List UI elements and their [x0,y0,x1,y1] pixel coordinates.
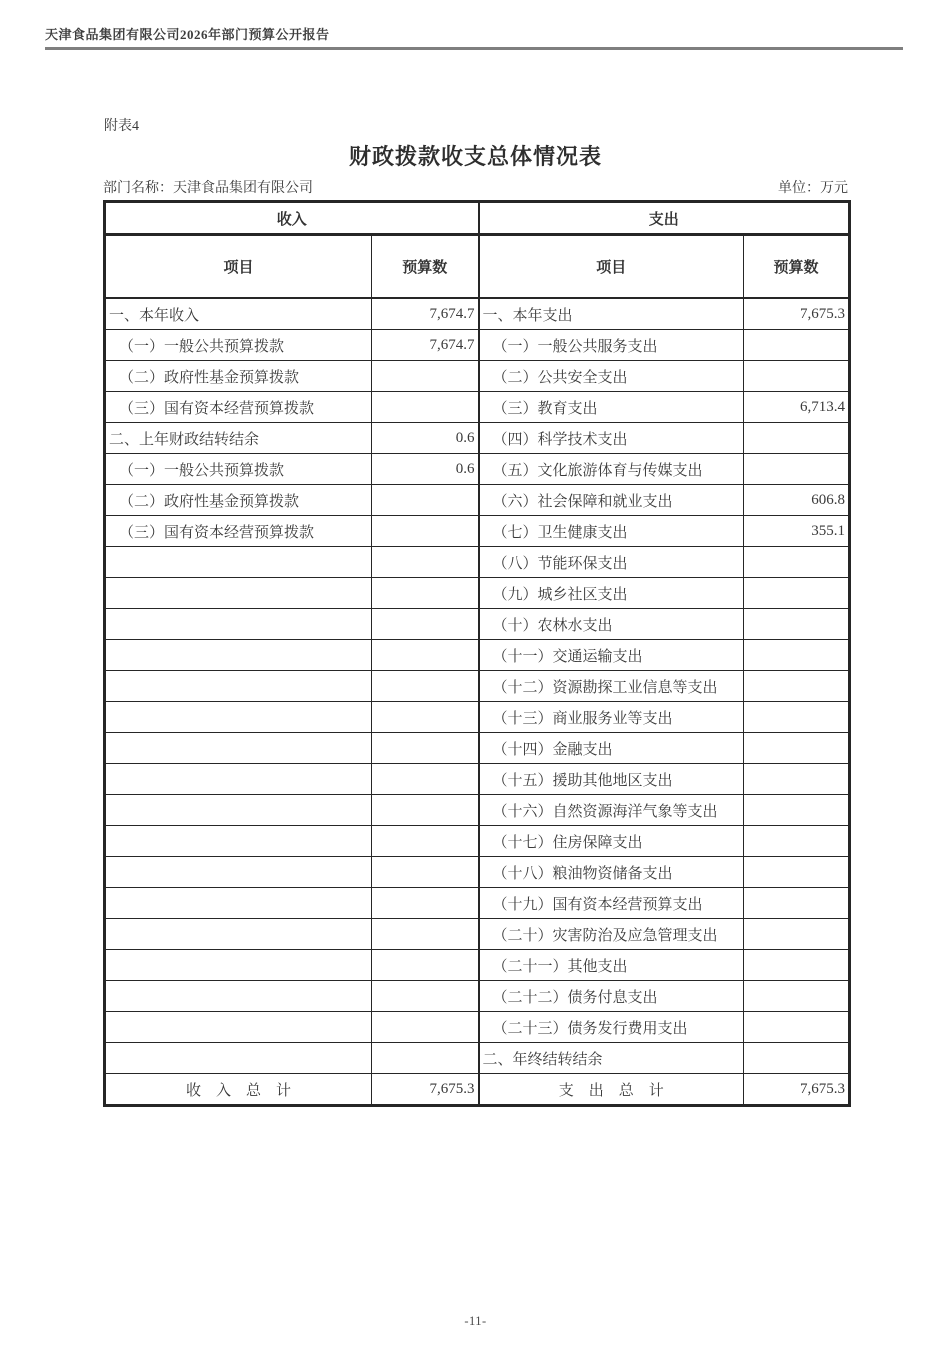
table-row [105,330,850,361]
income-value-cell [372,640,479,671]
expense-value-cell [744,609,850,640]
expense-item-cell: （十）农林水支出 [479,609,744,640]
attachment-label: 附表4 [104,119,139,134]
table-row [105,516,850,547]
income-section-header: 收入 [105,202,479,235]
income-value-cell [372,795,479,826]
income-budget-header: 预算数 [372,235,479,299]
income-value-cell [372,609,479,640]
income-total-label: 收 入 总 计 [105,1074,372,1106]
expense-value-cell [744,981,850,1012]
expense-section-header: 支出 [479,202,850,235]
expense-item-header: 项目 [479,235,744,299]
income-item-cell [105,578,372,609]
income-item-cell [105,826,372,857]
income-value-cell [372,888,479,919]
budget-table [103,200,851,1107]
income-item-cell [105,857,372,888]
income-item-cell: 二、上年财政结转结余 [105,423,372,454]
expense-item-cell: （二）公共安全支出 [479,361,744,392]
expense-value-cell [744,330,850,361]
expense-value-cell [744,857,850,888]
table-row [105,392,850,423]
table-body [105,298,850,1074]
department-name: 部门名称：天津食品集团有限公司 [103,181,313,196]
expense-value-cell [744,454,850,485]
expense-item-cell: （十二）资源勘探工业信息等支出 [479,671,744,702]
expense-item-cell: （二十二）债务付息支出 [479,981,744,1012]
table-row [105,764,850,795]
expense-item-cell: （三）教育支出 [479,392,744,423]
income-item-cell: （一）一般公共预算拨款 [105,330,372,361]
table-row [105,485,850,516]
total-row [105,1074,850,1106]
expense-item-cell: （二十三）债务发行费用支出 [479,1012,744,1043]
income-value-cell [372,1012,479,1043]
table-row [105,423,850,454]
expense-value-cell: 606.8 [744,485,850,516]
table-row [105,454,850,485]
income-item-cell [105,888,372,919]
expense-item-cell: 一、本年支出 [479,298,744,330]
expense-item-cell: （十八）粮油物资储备支出 [479,857,744,888]
table-row [105,950,850,981]
table-row [105,826,850,857]
table-row [105,1012,850,1043]
expense-value-cell: 6,713.4 [744,392,850,423]
table-row [105,733,850,764]
income-item-cell [105,950,372,981]
income-item-cell [105,919,372,950]
table-row [105,795,850,826]
table-row [105,361,850,392]
income-item-cell [105,640,372,671]
income-item-cell [105,671,372,702]
table-row [105,981,850,1012]
expense-item-cell: （一）一般公共服务支出 [479,330,744,361]
income-item-cell [105,764,372,795]
expense-value-cell [744,578,850,609]
income-value-cell [372,764,479,795]
expense-value-cell [744,640,850,671]
income-value-cell [372,981,479,1012]
expense-item-cell: 二、年终结转结余 [479,1043,744,1074]
income-value-cell [372,702,479,733]
table-row [105,671,850,702]
expense-item-cell: （十一）交通运输支出 [479,640,744,671]
expense-item-cell: （二十）灾害防治及应急管理支出 [479,919,744,950]
income-item-cell: （一）一般公共预算拨款 [105,454,372,485]
income-item-cell: （二）政府性基金预算拨款 [105,485,372,516]
income-item-cell [105,702,372,733]
income-item-cell [105,609,372,640]
table-row [105,1043,850,1074]
table-row [105,888,850,919]
column-header-row [105,235,850,299]
income-item-cell [105,1012,372,1043]
expense-value-cell [744,702,850,733]
table-row [105,609,850,640]
income-item-cell [105,547,372,578]
expense-item-cell: （十四）金融支出 [479,733,744,764]
expense-value-cell [744,919,850,950]
income-value-cell [372,392,479,423]
income-value-cell [372,919,479,950]
income-item-header: 项目 [105,235,372,299]
table-row [105,702,850,733]
expense-total-label: 支 出 总 计 [479,1074,744,1106]
expense-value-cell [744,826,850,857]
income-value-cell [372,578,479,609]
income-value-cell [372,1043,479,1074]
income-value-cell: 0.6 [372,423,479,454]
table-row [105,640,850,671]
expense-value-cell [744,423,850,454]
income-item-cell: （三）国有资本经营预算拨款 [105,392,372,423]
income-item-cell: 一、本年收入 [105,298,372,330]
expense-value-cell [744,795,850,826]
income-value-cell [372,950,479,981]
section-header-row [105,202,850,235]
income-value-cell [372,485,479,516]
income-value-cell [372,361,479,392]
header-rule [45,47,903,50]
table-title: 财政拨款收支总体情况表 [348,144,602,169]
table-row [105,547,850,578]
expense-value-cell [744,1012,850,1043]
expense-value-cell [744,547,850,578]
expense-total-value: 7,675.3 [744,1074,850,1106]
expense-value-cell [744,671,850,702]
meta-row [103,177,848,197]
income-item-cell [105,981,372,1012]
income-value-cell [372,547,479,578]
unit-note: 单位：万元 [778,181,848,196]
expense-item-cell: （十三）商业服务业等支出 [479,702,744,733]
table-row [105,298,850,330]
income-value-cell [372,733,479,764]
income-item-cell [105,1043,372,1074]
income-value-cell: 0.6 [372,454,479,485]
expense-value-cell [744,1043,850,1074]
income-item-cell: （二）政府性基金预算拨款 [105,361,372,392]
expense-item-cell: （九）城乡社区支出 [479,578,744,609]
income-value-cell [372,826,479,857]
expense-item-cell: （十六）自然资源海洋气象等支出 [479,795,744,826]
income-value-cell [372,857,479,888]
income-value-cell [372,671,479,702]
income-item-cell: （三）国有资本经营预算拨款 [105,516,372,547]
expense-item-cell: （七）卫生健康支出 [479,516,744,547]
income-value-cell: 7,674.7 [372,330,479,361]
income-total-value: 7,675.3 [372,1074,479,1106]
page-number: -11- [464,1314,487,1328]
expense-item-cell: （五）文化旅游体育与传媒支出 [479,454,744,485]
expense-value-cell [744,888,850,919]
income-value-cell: 7,674.7 [372,298,479,330]
income-item-cell [105,795,372,826]
expense-budget-header: 预算数 [744,235,850,299]
expense-value-cell: 355.1 [744,516,850,547]
income-item-cell [105,733,372,764]
table-row [105,919,850,950]
report-header-title: 天津食品集团有限公司2026年部门预算公开报告 [45,27,330,42]
expense-value-cell [744,764,850,795]
expense-item-cell: （十七）住房保障支出 [479,826,744,857]
table-row [105,857,850,888]
table-row [105,578,850,609]
expense-item-cell: （八）节能环保支出 [479,547,744,578]
expense-item-cell: （二十一）其他支出 [479,950,744,981]
expense-value-cell [744,950,850,981]
expense-item-cell: （十九）国有资本经营预算支出 [479,888,744,919]
expense-value-cell [744,733,850,764]
expense-value-cell: 7,675.3 [744,298,850,330]
expense-item-cell: （十五）援助其他地区支出 [479,764,744,795]
income-value-cell [372,516,479,547]
expense-value-cell [744,361,850,392]
expense-item-cell: （四）科学技术支出 [479,423,744,454]
expense-item-cell: （六）社会保障和就业支出 [479,485,744,516]
